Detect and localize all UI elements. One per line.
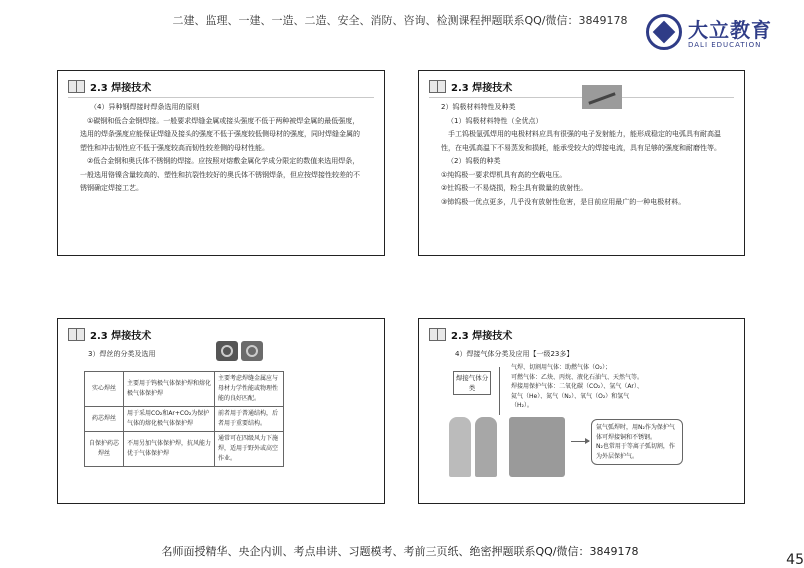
table-cell: 主要用于钨极气体保护焊和熔化极气体保护焊 [124, 372, 215, 407]
table-cell: 自保护药芯焊丝 [85, 432, 124, 467]
table-cell: 用于采用CO₂和Ar+CO₂为保护气体的熔化极气体保护焊 [124, 407, 215, 432]
gas-item: 可燃气体：乙炔、丙烷、液化石油气、天然气等。 [511, 373, 644, 381]
note-line: 氩气弧焊时，用N₂作为保护气体可焊接铜和不锈钢。 [596, 424, 675, 441]
book-icon [429, 78, 445, 94]
gas-cylinder-photo [475, 417, 497, 477]
note-line: N₂也常用于等离子弧切割，作为外层保护气。 [596, 443, 675, 460]
logo-name: 大立教育 [688, 18, 772, 42]
slide-body [441, 101, 731, 209]
slide-1 [57, 70, 385, 256]
welding-wire-table [84, 371, 284, 467]
table-cell: 药芯焊丝 [85, 407, 124, 432]
table-cell: 实心焊丝 [85, 372, 124, 407]
paragraph: 手工钨极氩弧焊用的电极材料应具有很强的电子发射能力，能形成稳定的电弧具有耐高温性，在电弧高温下不易蒸发和损耗，能承受较大的焊接电流，具有足够的强度和耐磨性等。 [441, 130, 721, 152]
list-item: ①纯钨极一要求焊机具有高的空载电压。 [441, 170, 567, 179]
slide-2 [418, 70, 745, 256]
nitrogen-note [591, 419, 683, 465]
bottom-banner: 名师面授精华、央企内训、考点串讲、习题模考、考前三页纸、绝密押题联系QQ/微信：3849178 [161, 545, 639, 558]
logo-subtitle: DALI EDUCATION [688, 41, 762, 49]
slide-4 [418, 318, 745, 504]
gas-list [511, 363, 671, 411]
table-row [85, 432, 284, 467]
book-icon [68, 78, 84, 94]
table-cell: 主要考虑焊缝金属应与母材力学性能或物理性能的良好匹配。 [215, 372, 284, 407]
brand-logo [646, 14, 776, 56]
bracket [499, 367, 508, 415]
sub-heading: （2）钨极的种类 [447, 157, 501, 165]
paragraph: ①碳钢和低合金钢焊接。一般要求焊缝金属或接头强度不低于两种被焊金属的最低强度，选用的焊条强度应能保证焊缝及接头的强度不低于强度较低侧母材的强度，同时焊缝金属的塑性和冲击韧性应不低于强度较高而韧性较差侧的母材性能。 [80, 116, 360, 152]
arrow-icon [571, 441, 589, 442]
table-cell: 不用另加气体保护焊，抗风能力优于气体保护焊 [124, 432, 215, 467]
wire-spool-photo [216, 341, 238, 361]
gas-cylinders-photo [509, 417, 565, 477]
slide-title: 2.3 焊接技术 [90, 331, 152, 342]
table-cell: 通常可在四级风力下施焊，适用于野外或高空作业。 [215, 432, 284, 467]
section-heading: （4）异种钢焊接时焊条选用的原则 [90, 103, 200, 111]
section-heading: 3）焊丝的分类及选用 [88, 350, 156, 358]
gas-item: 焊接用保护气体：二氧化碳（CO₂）、氩气（Ar）、 [511, 383, 643, 390]
gas-category-box: 焊接气体分类 [453, 371, 491, 395]
gas-item: 气焊、切割用气体：助燃气体（O₂）； [511, 364, 612, 371]
list-item: ②钍钨极一不易烧损，粉尘具有微量的放射性。 [441, 184, 588, 192]
table-cell: 前者用于普通结构，后者用于重要结构。 [215, 407, 284, 432]
list-item: ③铈钨极一优点更多，几乎没有放射性危害，是目前应用最广的一种电极材料。 [441, 197, 686, 206]
book-icon [68, 326, 84, 342]
sub-heading: （1）钨极材料特性（全优点） [447, 116, 543, 125]
slide-body [80, 101, 365, 196]
book-icon [429, 326, 445, 342]
slide-3 [57, 318, 385, 504]
page-number: 45 [786, 552, 804, 568]
gas-cylinder-photo [449, 417, 471, 477]
table-row [85, 407, 284, 432]
logo-emblem-icon [646, 14, 682, 50]
slide-title: 2.3 焊接技术 [90, 83, 152, 94]
paragraph: ②低合金钢和奥氏体不锈钢的焊接。应按照对熔敷金属化学成分限定的数值来选用焊条，一般选用铬镍含量较高的、塑性和抗裂性较好的奥氏体不锈钢焊条，但应按焊接性较差的不锈钢确定焊接工艺。 [80, 157, 360, 192]
divider [68, 97, 374, 98]
gas-item: （H₂）。 [511, 402, 533, 409]
top-banner: 二建、监理、一建、一造、二造、安全、消防、咨询、检测课程押题联系QQ/微信：3849178 [172, 14, 628, 27]
wire-spool-photo [241, 341, 263, 361]
section-heading: 4）焊接气体分类及应用【一级23多】 [455, 350, 574, 358]
gas-item: 氦气（He）、氮气（N₂）、氧气（O₂）和氢气 [511, 392, 630, 400]
table-row [85, 372, 284, 407]
section-heading: 2）钨极材料特性及种类 [441, 103, 516, 111]
slide-title: 2.3 焊接技术 [451, 83, 513, 94]
slide-title: 2.3 焊接技术 [451, 331, 513, 342]
